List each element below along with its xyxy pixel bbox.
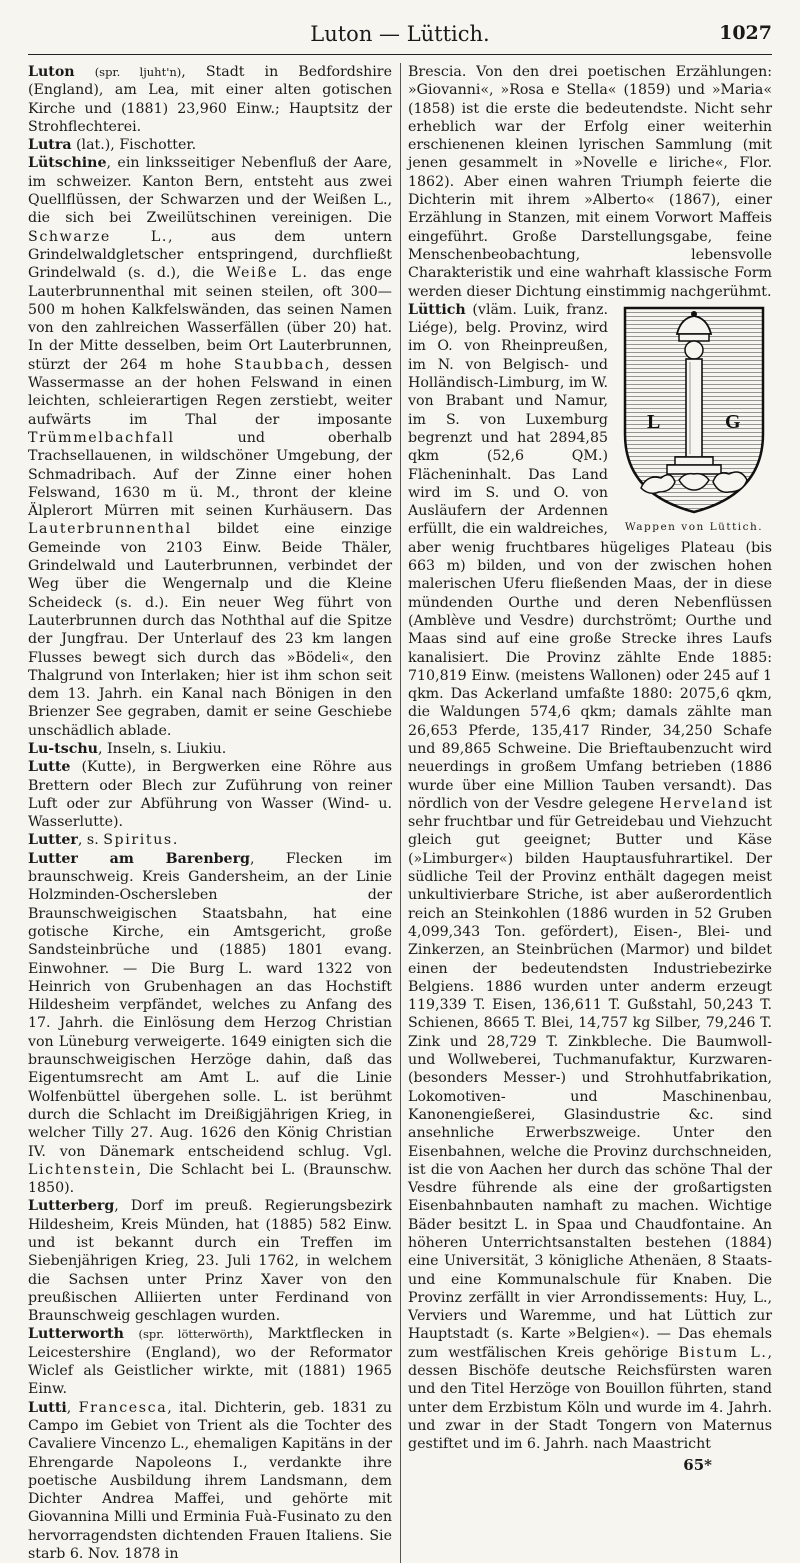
- right-column: [408, 63, 772, 1563]
- column-divider: [400, 63, 401, 1563]
- entry-text: , dessen Bischöfe deutsche Reichsfürsten waren und den Titel Herzöge von Bouillon führten, stand unter dem Erzbistum Köln und wurde im 4. Jahrh. und zwar in der Stadt Tongern von Maternus gestiftet und im 6. Jahrh. nach Maastricht: [408, 1344, 772, 1453]
- entry-text: [124, 1326, 139, 1342]
- dictionary-entry: [28, 758, 392, 831]
- entry-text: .: [172, 832, 178, 849]
- entry-headword: Lutte: [28, 759, 71, 776]
- emphasized-term: Bistum L.: [678, 1344, 768, 1361]
- figure-caption: Wappen von Lüttich.: [624, 520, 764, 533]
- text-columns: [28, 63, 772, 1563]
- entry-text: bildet eine einzige Gemeinde von 2103 Einw. Beide Thäler, Grindelwald und Lauterbrunnen, verbindet der Weg über die Wengernalp und die Kleine Scheideck (s. d.). Ein neuer Weg führt von Lauterbrunnen durch das Noththal auf die Spitze der Jungfrau. Der Unterlauf des 23 km langen Flusses bewegt sich durch das »Bödeli«, den Thalgrund von Interlaken; hier ist ihm schon seit dem 13. Jahrh. ein Kanal nach Bönigen in den Brienzer See gegraben, damit er seine Geschiebe unschädlich ablade.: [28, 521, 392, 739]
- arms-letter-l: L: [647, 410, 661, 433]
- dictionary-entry: [28, 1197, 392, 1325]
- entry-headword: Lutterberg: [28, 1198, 115, 1215]
- entry-text: ,: [66, 1399, 79, 1416]
- dictionary-entry: [28, 136, 392, 154]
- emphasized-term: Schwarze L.: [28, 228, 169, 245]
- entry-headword: Lutter am Barenberg: [28, 850, 250, 867]
- left-column: [28, 63, 392, 1563]
- dictionary-entry: [28, 63, 392, 136]
- entry-headword: Luton: [28, 64, 75, 80]
- dictionary-entry: [28, 1399, 392, 1563]
- pronunciation: (spr. lötterwörth): [138, 1327, 249, 1342]
- entry-text: , dessen Wassermasse an der hohen Felswand in einen leichten, schleierartigen Regen zerstiebt, weiter aufwärts im Thal der imposante: [28, 356, 392, 428]
- entry-headword: Lutra: [28, 137, 72, 154]
- emphasized-term: Herveland: [659, 795, 749, 812]
- dictionary-entry: [28, 1325, 392, 1398]
- dictionary-entry: [28, 831, 392, 849]
- entry-text: , ein linksseitiger Nebenfluß der Aare, im schweizer. Kanton Bern, entsteht aus zwei Quellflüssen, der Schwarzen und der Weißen L., die sich bei Zweilütschinen vereinigen. Die: [28, 155, 392, 227]
- entry-text: , Stadt in Bedfordshire (England), am Lea, mit einer alten gotischen Kirche und (1881) 23,960 Einw.; Hauptsitz der Strohflechterei.: [28, 64, 392, 135]
- entry-text: , Inseln, s. Liukiu.: [98, 740, 227, 757]
- emphasized-term: Spiritus: [103, 832, 173, 849]
- entry-headword: Lutti: [28, 1399, 67, 1416]
- entry-text: , s.: [77, 832, 104, 849]
- entry-headword: Lüttich: [408, 301, 466, 318]
- emphasized-term: Weiße L.: [225, 265, 309, 282]
- entry-headword: Lutterworth: [28, 1326, 124, 1343]
- entry-text: ist sehr fruchtbar und für Getreidebau und Viehzucht gleich gut geeignet; Butter und Käse (»Limburger«) bilden Hauptausfuhrartikel. Der südliche Teil der Provinz enthält dagegen meist unkultivierbare Striche, ist aber außerordentlich reich an Steinkohlen (1886 wurden in 52 Gruben 4,099,343 Ton. gefördert), Eisen-, Blei- und Zinkerzen, an Steinbrüchen (Marmor) und bildet einen der bedeutendsten Industriebezirke Belgiens. 1886 wurden unter anderm erzeugt 119,339 T. Eisen, 136,611 T. Gußstahl, 50,243 T. Schienen, 8665 T. Blei, 14,757 kg Silber, 79,246 T. Zink und 28,729 T. Zinkbleche. Die Baumwoll- und Wollweberei, Tuchmanufaktur, Kurzwaren- (besonders Messer-) und Strohhutfabrikation, Lokomotiven- und Maschinenbau, Kanonengießerei, Glasindustrie &c. sind ansehnliche Erwerbszweige. Unter den Eisenbahnen, welche die Provinz durchschneiden, ist die von Aachen her durch das schöne Thal der Vesdre führende als eine der großartigsten Eisenbahnbauten namhaft zu machen. Wichtige Bäder besitzt L. in Spaa und Chaudfontaine. An höheren Unterrichtsanstalten bestehen (1884) eine Universität, 3 königliche Athenäen, 8 Staats- und eine Kommunalschule für Knaben. Die Provinz zerfällt in vier Arrondissements: Huy, L., Verviers und Waremme, und hat Lüttich zur Hauptstadt (s. Karte »Belgien«). — Das ehemals zum westfälischen Kreis gehörige: [408, 795, 772, 1361]
- emphasized-term: Lichtenstein: [28, 1161, 137, 1178]
- dictionary-entry: [408, 63, 772, 301]
- dictionary-entry: [28, 850, 392, 1198]
- entry-text: [75, 64, 95, 80]
- pronunciation: (spr. ljuht'n): [94, 65, 182, 79]
- entry-headword: Lu-tschu: [28, 740, 98, 757]
- entry-text: , Marktflecken in Leicestershire (England), wo der Reformator Wiclef als Geistlicher wirkte, mit (1881) 1965 Einw.: [28, 1326, 392, 1398]
- entry-headword: Lütschine: [28, 155, 107, 172]
- entry-group-continuation: [408, 63, 772, 301]
- dictionary-entry: [28, 154, 392, 740]
- dictionary-entry: [28, 740, 392, 758]
- entry-text: und oberhalb Trachsellauenen, in wildschöner Umgebung, der Schmadribach. Auf der Zinne einer hohen Felswand, 1630 m ü. M., thront der kleine Älplerort Mürren mit seinen Kurhäusern. Das: [28, 429, 392, 520]
- emphasized-term: Trümmelbachfall: [28, 429, 175, 446]
- page-title: Luton — Lüttich.: [310, 22, 490, 46]
- entry-text: , Dorf im preuß. Regierungsbezirk Hildesheim, Kreis Münden, hat (1885) 582 Einw. und ist bekannt durch ein Treffen im Siebenjährigen Krieg, 23. Juli 1762, in welchem die Sachsen unter Prinz Xaver von den preußischen Alliierten unter Ferdinand von Braunschweig geschlagen wurden.: [28, 1198, 392, 1325]
- entry-text: Brescia. Von den drei poetischen Erzählungen: »Giovanni«, »Rosa e Stella« (1859) und »Maria« (1858) ist die erste die bedeutendste. Nicht sehr erheblich war der Erfolg einer weiterhin erschienenen kleinen lyrischen Sammlung (mit jenen gesammelt in »Novelle e liriche«, Flor. 1862). Aber einen wahren Triumph feierte die Dichterin mit ihrem »Alberto« (1867), einer Erzählung in Stanzen, mit einem Vorwort Maffeis eingeführt. Große Darstellungsgabe, feine Menschenbeobachtung, lebensvolle Charakteristik und eine wahrhaft klassische Form werden dieser Dichtung einstimmig nachgerühmt.: [408, 64, 772, 300]
- signature-mark: 65*: [683, 1455, 712, 1474]
- entry-text: (vläm. Luik, franz. Liége), belg. Provinz, wird im O. von Rheinpreußen, im N. von Belgisch- und Holländisch-Limburg, im W. von Brabant und Namur, im S. von Luxemburg begrenzt und hat 2894,85 qkm (52,6 QM.) Flächeninhalt. Das Land wird im S. und O. von Ausläufern der Ardennen erfüllt, die ein waldreiches, aber wenig fruchtbares hügeliges Plateau (bis 663 m) bilden, und von der zwischen hohen malerischen Uferu fließenden Maas, der in diese mündenden Ourthe und deren Nebenflüssen (Amblève und Vesdre) durchströmt; Ourthe und Maas sind auf eine große Strecke ihres Laufs kanalisiert. Die Provinz zählte Ende 1885: 710,819 Einw. (meistens Wallonen) oder 245 auf 1 qkm. Das Ackerland umfaßte 1880: 2075,6 qkm, die Waldungen 574,6 qkm; damals zählte man 26,653 Pferde, 135,417 Rinder, 34,250 Schafe und 89,865 Schweine. Die Brieftaubenzucht wird neuerdings in großem Umfang betrieben (1886 wurde über eine Million Tauben versandt). Das nördlich von der Vesdre gelegene: [408, 301, 772, 812]
- arms-letter-g: G: [725, 410, 741, 433]
- entry-text: , aus dem untern Grindelwaldgletscher entspringend, durchfließt Grindelwald (s. d.), die: [28, 228, 392, 282]
- entry-text: das enge Lauterbrunnenthal mit seinen steilen, oft 300—500 m hohen Kalkfelswänden, das seinen Namen von den zahlreichen Wasserfällen (über 20) hat. In der Mitte desselben, beim Ort Lauterbrunnen, stürzt der 264 m hohe: [28, 265, 392, 373]
- entry-text: , Die Schlacht bei L. (Braunschw. 1850).: [28, 1161, 392, 1197]
- entry-text: (Kutte), in Bergwerken eine Röhre aus Brettern oder Blech zur Zuführung von reiner Luft oder zur Abführung von Wasser (Wind- u. Wasserlutte).: [28, 759, 392, 831]
- emphasized-term: Staubbach: [234, 356, 326, 373]
- entry-text: (lat.), Fischotter.: [71, 137, 197, 154]
- entry-text: , Flecken im braunschweig. Kreis Gandersheim, an der Linie Holzminden-Oschersleben der Braunschweigischen Staatsbahn, hat eine gotische Kirche, ein Amtsgericht, große Sandsteinbrüche und (1885) 1801 evang. Einwohner. — Die Burg L. ward 1322 von Heinrich von Grubenhagen an das Hochstift Hildesheim verpfändet, welches zu Anfang des 17. Jahrh. die Einlösung dem Herzog Christian von Lüneburg verweigerte. 1649 einigten sich die braunschweigischen Herzöge dahin, daß das Eigentumsrecht am Amt L. auf die Linie Wolfenbüttel übergehen solle. L. ist berühmt durch die Schlacht im Dreißigjährigen Krieg, in welcher Tilly 27. Aug. 1626 den König Christian IV. von Dänemark entscheidend schlug. Vgl.: [28, 850, 393, 1160]
- emphasized-term: Francesca: [78, 1399, 168, 1416]
- entry-headword: Lutter: [28, 832, 78, 849]
- coat-of-arms-image: [619, 304, 769, 516]
- page-number: 1027: [719, 22, 772, 44]
- coat-of-arms-figure: [616, 304, 772, 536]
- entry-text: , ital. Dichterin, geb. 1831 zu Campo im Gebiet von Trient als die Tochter des Cavaliere Vincenzo L., ehemaligen Kapitäns in der Ehrengarde Napoleons I., verdankte ihre poetische Ausbildung ihrem Landsmann, dem Dichter Andrea Maffei, und gehörte mit Giovannina Milli und Erminia Fuà-Fusinato zu den hervorragendsten dichtenden Frauen Italiens. Sie starb 6. Nov. 1878 in: [28, 1399, 392, 1563]
- emphasized-term: Lauterbrunnenthal: [28, 521, 192, 538]
- running-header: [28, 20, 772, 55]
